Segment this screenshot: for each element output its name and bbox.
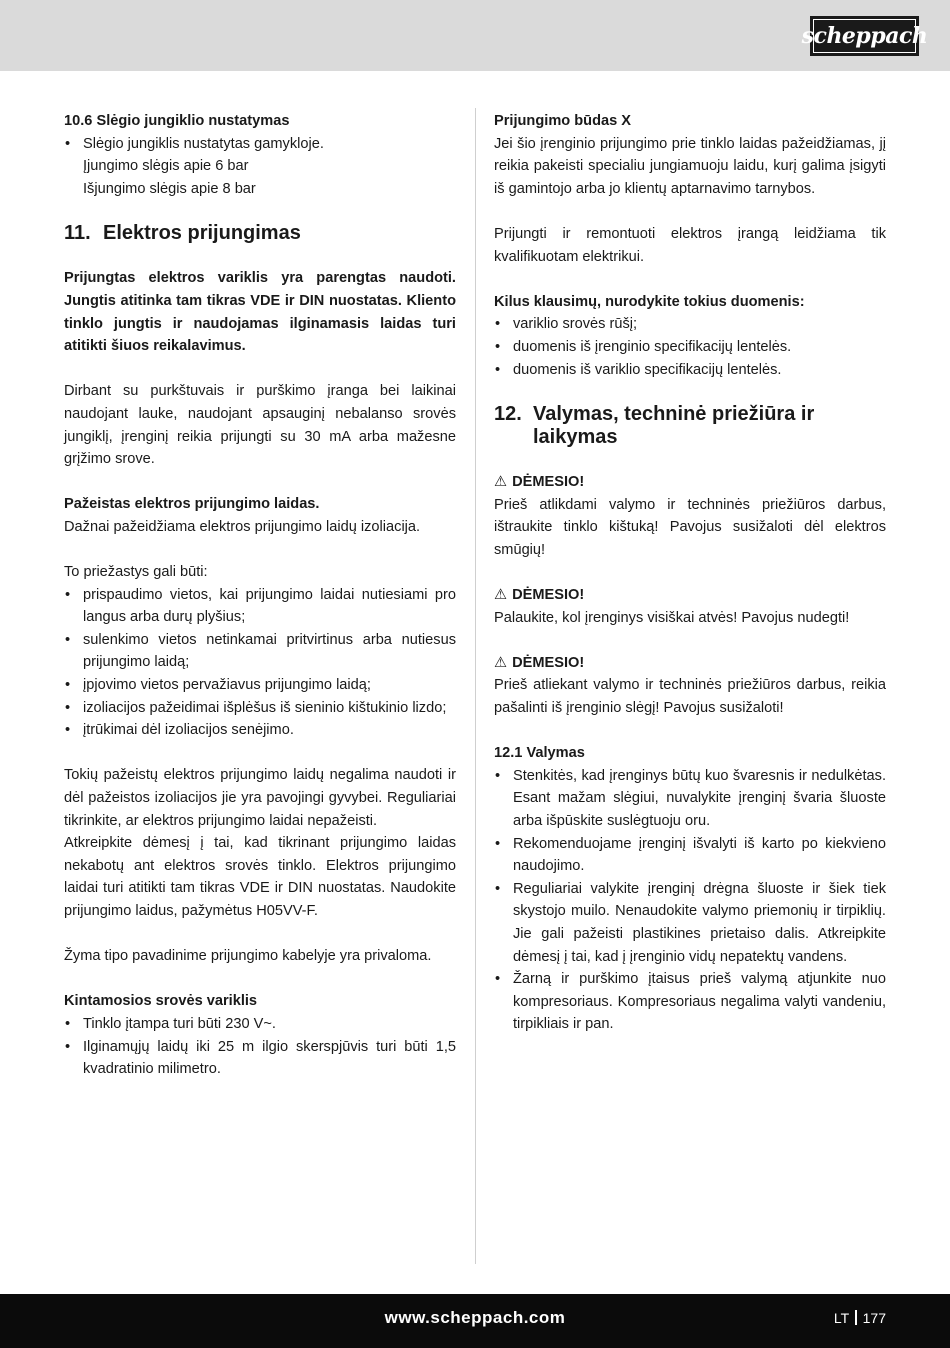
section-11-title: Elektros prijungimas: [103, 222, 301, 245]
list-item: • izoliacijos pažeidimai išplėšus iš sieninio kištukinio lizdo;: [64, 697, 456, 720]
left-column: [64, 110, 456, 1081]
connection-type-title: Prijungimo būdas X: [494, 113, 632, 129]
warning-3-label: ⚠ DĖMESIO!: [494, 652, 886, 675]
section-11-intro: Prijungtas elektros variklis yra parengtas naudoti. Jungtis atitinka tam tikras VDE ir DIN nuostatas. Kliento tinklo jungtis ir naudojamas ilginamasis laidas turi atitikti šiuos reikalavimus.: [64, 270, 456, 355]
page-indicator: [834, 1310, 886, 1326]
list-item: • sulenkimo vietos netinkamai pritvirtinus arba nutiesus prijungimo laidą;: [64, 629, 456, 674]
causes-intro: To priežastys gali būti:: [64, 564, 208, 581]
brand-logo: scheppach: [810, 16, 919, 56]
warning-1-label: ⚠ DĖMESIO!: [494, 471, 886, 494]
switch-on-pressure: Įjungimo slėgis apie 6 bar: [83, 158, 249, 175]
list-item: • Ilginamųjų laidų iki 25 m ilgio skerspjūvis turi būti 1,5 kvadratinio milimetro.: [64, 1036, 456, 1081]
list-item: • įtrūkimai dėl izoliacijos senėjimo.: [64, 719, 456, 742]
damaged-cable-title: Pažeistas elektros prijungimo laidas.: [64, 496, 320, 513]
column-divider: [475, 108, 476, 1264]
header-bar: [0, 0, 950, 71]
section-11-heading: [64, 222, 456, 245]
section-10-6-list: [64, 133, 456, 156]
switch-off-pressure: Išjungimo slėgis apie 8 bar: [83, 180, 256, 197]
damaged-cables-warning: Tokių pažeistų elektros prijungimo laidų negalima naudoti ir dėl pažeistos izoliacijos jie yra pavojingi gyvybei. Reguliariai tikrinkite, ar elektros prijungimo laidai nepažeisti.: [64, 767, 456, 829]
language-code: LT: [833, 1310, 850, 1326]
website-url: www.scheppach.com: [384, 1308, 566, 1327]
questions-title: Kilus klausimų, nurodykite tokius duomenis:: [494, 293, 805, 310]
cable-marking-note: Žyma tipo pavadinime prijungimo kabelyje yra privaloma.: [64, 948, 432, 965]
warning-triangle-icon: ⚠: [494, 474, 508, 491]
section-12-number: 12.: [494, 403, 522, 426]
warning-1-text: Prieš atlikdami valymo ir techninės priežiūros darbus, ištraukite tinklo kištuką! Pavojus susižaloti dėl elektros smūgių!: [494, 496, 886, 558]
list-item: • Slėgio jungiklis nustatytas gamykloje.: [64, 133, 456, 156]
page-separator: [855, 1310, 857, 1325]
warning-triangle-icon: ⚠: [494, 587, 508, 604]
list-item: • Reguliariai valykite įrenginį drėgna šluoste ir šiek tiek skystojo muilo. Nenaudokite valymo priemonių ir tirpiklių. Jie gali pažeisti plastikines prietaiso dalis. Atkreipkite dėmesį į tai, kad į įrenginio vidų nepatektų vandens.: [494, 878, 886, 968]
cleaning-list: [494, 765, 886, 1036]
section-12-title: Valymas, techninė priežiūra ir laikymas: [533, 403, 815, 449]
section-11-number: 11.: [64, 222, 91, 245]
list-item: • duomenis iš variklio specifikacijų lentelės.: [494, 359, 886, 382]
list-item: • variklio srovės rūšį;: [494, 313, 886, 336]
section-10-6-title: 10.6 Slėgio jungiklio nustatymas: [64, 113, 290, 129]
page-number: 177: [862, 1310, 886, 1326]
questions-list: [494, 313, 886, 381]
list-item: • Stenkitės, kad įrenginys būtų kuo švaresnis ir nedulkėtas. Esant mažam slėgiui, nuvalykite įrenginį švaria šluoste arba išpūskite suslėgtuoju oru.: [494, 765, 886, 833]
warning-triangle-icon: ⚠: [494, 654, 508, 671]
list-item: • įpjovimo vietos pervažiavus prijungimo laidą;: [64, 674, 456, 697]
sprayer-paragraph: Dirbant su purkštuvais ir purškimo įranga bei laikinai naudojant lauke, naudojant apsauginį nebalanso srovės jungiklį, įrenginį reikia prijungti su 30 mA arba mažesne grįžimo srove.: [64, 383, 456, 468]
warning-2-label: ⚠ DĖMESIO!: [494, 584, 886, 607]
warning-2-text: Palaukite, kol įrenginys visiškai atvės! Pavojus nudegti!: [494, 609, 850, 626]
right-column: [494, 110, 886, 1036]
footer-bar: [0, 1294, 950, 1348]
list-item: • Rekomenduojame įrenginį išvalyti iš karto po kiekvieno naudojimo.: [494, 833, 886, 878]
cable-check-note: Atkreipkite dėmesį į tai, kad tikrinant prijungimo laidas nekabotų ant elektros srovės tinklo. Elektros prijungimo laidai turi atitikti tam tikras VDE ir DIN nuostatas. Naudokite prijungimo laidus, pažymėtus H05VV-F.: [64, 835, 456, 919]
list-item: • duomenis iš įrenginio specifikacijų lentelės.: [494, 336, 886, 359]
list-item: • prispaudimo vietos, kai prijungimo laidai nutiesiami pro langus arba durų plyšius;: [64, 584, 456, 629]
repair-note: Prijungti ir remontuoti elektros įrangą leidžiama tik kvalifikuotam elektrikui.: [494, 225, 886, 265]
list-item: • Žarną ir purškimo įtaisus prieš valymą atjunkite nuo kompresoriaus. Kompresoriaus negalima valyti vandeniu, tirpikliais ir pan.: [494, 968, 886, 1036]
list-item: • Tinklo įtampa turi būti 230 V~.: [64, 1013, 456, 1036]
ac-motor-title: Kintamosios srovės variklis: [64, 993, 258, 1010]
causes-list: [64, 584, 456, 742]
ac-motor-list: [64, 1013, 456, 1081]
section-12-heading: [494, 403, 886, 449]
section-12-1-title: 12.1 Valymas: [494, 745, 585, 762]
connection-type-text: Jei šio įrenginio prijungimo prie tinklo laidas pažeidžiamas, jį reikia pakeisti specialiu jungiamuoju laidu, kurį galima įsigyti iš gamintojo arba jo klientų aptarnavimo tarnybos.: [494, 135, 886, 197]
damaged-cable-text: Dažnai pažeidžiama elektros prijungimo laidų izoliacija.: [64, 518, 421, 535]
warning-3-text: Prieš atliekant valymo ir techninės priežiūros darbus, reikia pašalinti iš įrenginio slėgį! Pavojus susižaloti!: [494, 677, 886, 717]
